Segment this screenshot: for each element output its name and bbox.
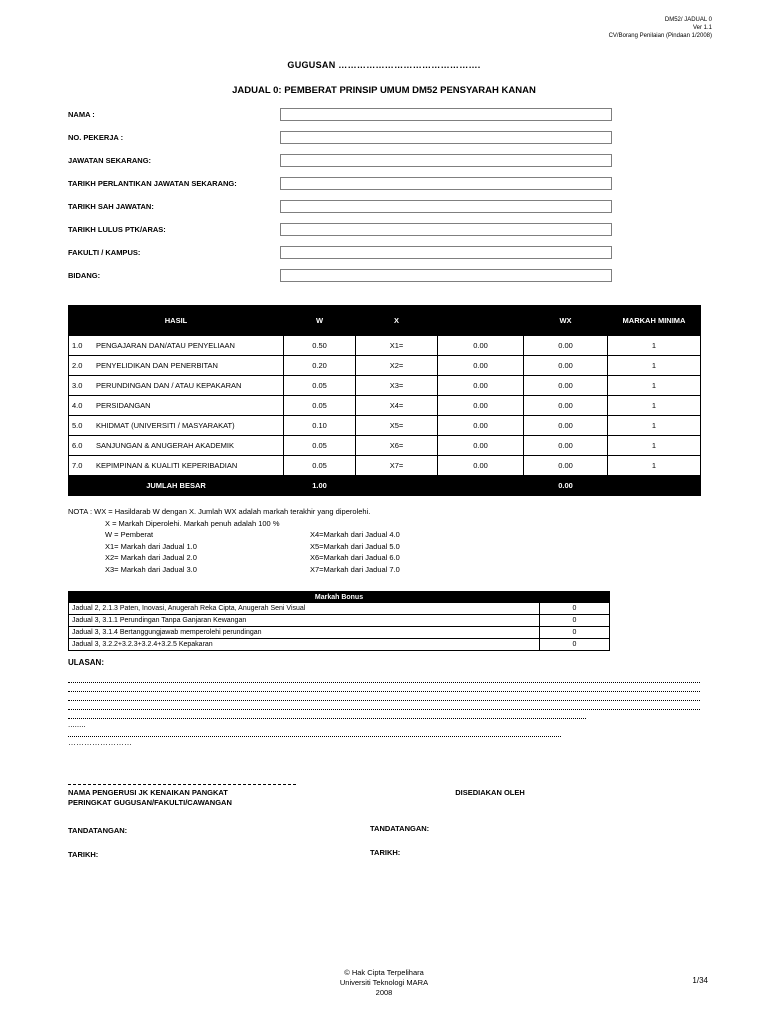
nota-left: W = Pemberat — [105, 530, 154, 539]
jawatan-sekarang-input[interactable] — [280, 154, 612, 167]
bonus-value: 0 — [540, 603, 610, 615]
hasil-label: PERSIDANGAN — [96, 401, 151, 410]
wx-cell: 0.00 — [524, 396, 608, 416]
nota-left: X2= Markah dari Jadual 2.0 — [105, 553, 197, 562]
meta-version: Ver 1.1 — [692, 25, 712, 31]
tarikh-sah-jawatan-input[interactable] — [280, 200, 612, 213]
nota-pair — [68, 552, 700, 564]
w-cell: 0.05 — [284, 436, 356, 456]
dashed-line — [68, 784, 296, 785]
bonus-row — [69, 603, 610, 615]
field-label: FAKULTI / KAMPUS: — [68, 248, 141, 257]
w-cell: 0.05 — [284, 396, 356, 416]
row-number: 7.0 — [72, 461, 83, 470]
ulasan-label: ULASAN: — [68, 658, 104, 667]
form-row-nama — [68, 108, 700, 131]
hasil-label: PENGAJARAN DAN/ATAU PENYELIAAN — [96, 341, 235, 350]
hasil-label: KEPIMPINAN & KUALITI KEPERIBADIAN — [96, 461, 238, 470]
table-row — [69, 356, 701, 376]
hasil-label: KHIDMAT (UNIVERSITI / MASYARAKAT) — [96, 421, 235, 430]
total-row — [69, 476, 701, 496]
x-cell: X2= — [356, 356, 438, 376]
bidang-input[interactable] — [280, 269, 612, 282]
nota-pair — [68, 529, 700, 541]
nota-line-2: X = Markah Diperolehi. Markah penuh adalah 100 % — [105, 518, 280, 528]
right-tandatangan-label: TANDATANGAN: — [370, 824, 430, 833]
nota-left: X3= Markah dari Jadual 3.0 — [105, 564, 197, 574]
nama-input[interactable] — [280, 108, 612, 121]
markah-minima-cell: 1 — [608, 456, 701, 476]
ulasan-dotted-line — [68, 702, 700, 710]
bonus-row — [69, 615, 610, 627]
nota-right: X5=Markah dari Jadual 5.0 — [310, 541, 400, 551]
row-number: 3.0 — [72, 381, 83, 390]
field-label: TARIKH SAH JAWATAN: — [68, 202, 154, 211]
field-label: NO. PEKERJA : — [68, 133, 124, 142]
x-cell: X7= — [356, 456, 438, 476]
hasil-label: PENYELIDIKAN DAN PENERBITAN — [96, 361, 218, 370]
w-cell: 0.05 — [284, 456, 356, 476]
hasil-label: PERUNDINGAN DAN / ATAU KEPAKARAN — [96, 381, 242, 390]
table-row — [69, 396, 701, 416]
x-cell: X5= — [356, 416, 438, 436]
nota-pair — [68, 564, 700, 576]
w-cell: 0.10 — [284, 416, 356, 436]
nota-right: X6=Markah dari Jadual 6.0 — [310, 553, 400, 562]
form-row-no-pekerja — [68, 131, 700, 154]
field-label: JAWATAN SEKARANG: — [68, 156, 152, 165]
meta-form-code: DM52/ JADUAL 0 — [664, 17, 712, 23]
right-tarikh-label: TARIKH: — [370, 848, 401, 857]
ulasan-short-dots: ........ — [68, 720, 86, 729]
nota-right: X4=Markah dari Jadual 4.0 — [310, 530, 400, 539]
table-row — [69, 376, 701, 396]
form-row-tarikh-lulus-ptk — [68, 223, 700, 246]
bonus-label: Jadual 3, 3.1.4 Bertanggungjawab memperolehi perundingan — [69, 627, 540, 639]
ulasan-short-dots: …………………… — [68, 738, 132, 747]
row-number: 6.0 — [72, 441, 83, 450]
bonus-row — [69, 627, 610, 639]
w-cell: 0.05 — [284, 376, 356, 396]
table-row — [69, 456, 701, 476]
field-label: TARIKH PERLANTIKAN JAWATAN SEKARANG: — [68, 179, 237, 188]
wx-cell: 0.00 — [524, 356, 608, 376]
ulasan-dotted-line — [68, 675, 700, 683]
header-form — [68, 108, 700, 292]
col-header-x: X — [356, 306, 438, 336]
bonus-header-row — [69, 592, 610, 603]
w-cell: 0.50 — [284, 336, 356, 356]
hasil-label: SANJUNGAN & ANUGERAH AKADEMIK — [96, 441, 234, 450]
table-row — [69, 416, 701, 436]
total-x-cell — [356, 476, 438, 496]
total-label-cell: JUMLAH BESAR — [69, 476, 284, 496]
ulasan-dotted-line — [68, 684, 700, 692]
x-value-cell: 0.00 — [438, 436, 524, 456]
footer — [0, 968, 768, 998]
bonus-row — [69, 639, 610, 651]
page-title: JADUAL 0: PEMBERAT PRINSIP UMUM DM52 PENSYARAH KANAN — [232, 85, 536, 96]
ulasan-dotted-line — [68, 711, 586, 719]
wx-cell: 0.00 — [524, 336, 608, 356]
bonus-label: Jadual 3, 3.1.1 Perundingan Tanpa Ganjaran Kewangan — [69, 615, 540, 627]
hasil-cell — [69, 356, 284, 376]
left-tandatangan-label: TANDATANGAN: — [68, 826, 128, 835]
bonus-value: 0 — [540, 627, 610, 639]
col-header-w: W — [284, 306, 356, 336]
fakulti-kampus-input[interactable] — [280, 246, 612, 259]
signature-section — [68, 784, 700, 874]
field-label: TARIKH LULUS PTK/ARAS: — [68, 225, 166, 234]
markah-minima-cell: 1 — [608, 356, 701, 376]
nota-left: X1= Markah dari Jadual 1.0 — [105, 541, 197, 551]
document-meta — [609, 16, 712, 40]
row-number: 1.0 — [72, 341, 83, 350]
table-header-row — [69, 306, 701, 336]
x-cell: X3= — [356, 376, 438, 396]
x-value-cell: 0.00 — [438, 376, 524, 396]
university-line: Universiti Teknologi MARA — [339, 978, 429, 987]
gugusan-line: GUGUSAN ………………………………………. — [287, 60, 481, 70]
row-number: 5.0 — [72, 421, 83, 430]
total-wx-cell: 0.00 — [524, 476, 608, 496]
pemberat-table — [68, 305, 701, 496]
tarikh-perlantikan-jawatan-input[interactable] — [280, 177, 612, 190]
col-header-markah-minima: MARKAH MINIMA — [608, 306, 701, 336]
wx-cell: 0.00 — [524, 436, 608, 456]
markah-minima-cell: 1 — [608, 336, 701, 356]
row-number: 4.0 — [72, 401, 83, 410]
form-row-fakulti-kampus — [68, 246, 700, 269]
wx-cell: 0.00 — [524, 376, 608, 396]
bonus-value: 0 — [540, 639, 610, 651]
left-signature-title-2: PERINGKAT GUGUSAN/FAKULTI/CAWANGAN — [68, 798, 232, 807]
w-cell: 0.20 — [284, 356, 356, 376]
hasil-cell — [69, 416, 284, 436]
form-row-bidang — [68, 269, 700, 292]
hasil-cell — [69, 396, 284, 416]
ulasan-dotted-line — [68, 693, 700, 701]
x-cell: X1= — [356, 336, 438, 356]
no-pekerja-input[interactable] — [280, 131, 612, 144]
col-header-wx: WX — [524, 306, 608, 336]
row-number: 2.0 — [72, 361, 83, 370]
markah-minima-cell: 1 — [608, 376, 701, 396]
x-cell: X6= — [356, 436, 438, 456]
table-row — [69, 336, 701, 356]
bonus-value: 0 — [540, 615, 610, 627]
markah-minima-cell: 1 — [608, 396, 701, 416]
x-value-cell: 0.00 — [438, 356, 524, 376]
hasil-cell — [69, 376, 284, 396]
field-label: BIDANG: — [68, 271, 101, 280]
markah-bonus-table — [68, 591, 610, 651]
table-row — [69, 436, 701, 456]
right-signature-block — [370, 788, 610, 857]
hasil-cell — [69, 456, 284, 476]
total-w-cell: 1.00 — [284, 476, 356, 496]
left-signature-block — [68, 784, 300, 859]
ulasan-dotted-line — [68, 729, 561, 737]
ulasan-section — [68, 658, 700, 747]
tarikh-lulus-ptk-input[interactable] — [280, 223, 612, 236]
meta-revision: CV/Borang Penilaian (Pindaan 1/2008) — [608, 33, 712, 39]
total-xval-cell — [438, 476, 524, 496]
wx-cell: 0.00 — [524, 456, 608, 476]
copyright-line: © Hak Cipta Terpelihara — [344, 968, 424, 977]
x-value-cell: 0.00 — [438, 416, 524, 436]
x-value-cell: 0.00 — [438, 336, 524, 356]
left-tarikh-label: TARIKH: — [68, 850, 99, 859]
x-value-cell: 0.00 — [438, 456, 524, 476]
form-row-tarikh-perlantikan — [68, 177, 700, 200]
nota-section — [68, 506, 700, 575]
form-row-tarikh-sah — [68, 200, 700, 223]
col-header-hasil: HASIL — [69, 306, 284, 336]
nota-line-1: NOTA : WX = Hasildarab W dengan X. Jumlah WX adalah markah terakhir yang diperolehi. — [68, 507, 371, 516]
left-signature-title-1: NAMA PENGERUSI JK KENAIKAN PANGKAT — [68, 788, 228, 797]
x-cell: X4= — [356, 396, 438, 416]
total-min-cell — [608, 476, 701, 496]
bonus-title: Markah Bonus — [69, 592, 610, 603]
year-line: 2008 — [375, 988, 393, 997]
x-value-cell: 0.00 — [438, 396, 524, 416]
wx-cell: 0.00 — [524, 416, 608, 436]
markah-minima-cell: 1 — [608, 436, 701, 456]
field-label: NAMA : — [68, 110, 95, 119]
bonus-label: Jadual 2, 2.1.3 Paten, Inovasi, Anugerah Reka Cipta, Anugerah Seni Visual — [69, 603, 540, 615]
col-header-blank — [438, 306, 524, 336]
bonus-label: Jadual 3, 3.2.2+3.2.3+3.2.4+3.2.5 Kepakaran — [69, 639, 540, 651]
hasil-cell — [69, 336, 284, 356]
markah-minima-cell: 1 — [608, 416, 701, 436]
disediakan-oleh-title: DISEDIAKAN OLEH — [455, 788, 525, 797]
form-row-jawatan-sekarang — [68, 154, 700, 177]
nota-right: X7=Markah dari Jadual 7.0 — [310, 564, 400, 574]
hasil-cell — [69, 436, 284, 456]
page-number: 1/34 — [692, 976, 708, 985]
nota-pair — [68, 541, 700, 553]
